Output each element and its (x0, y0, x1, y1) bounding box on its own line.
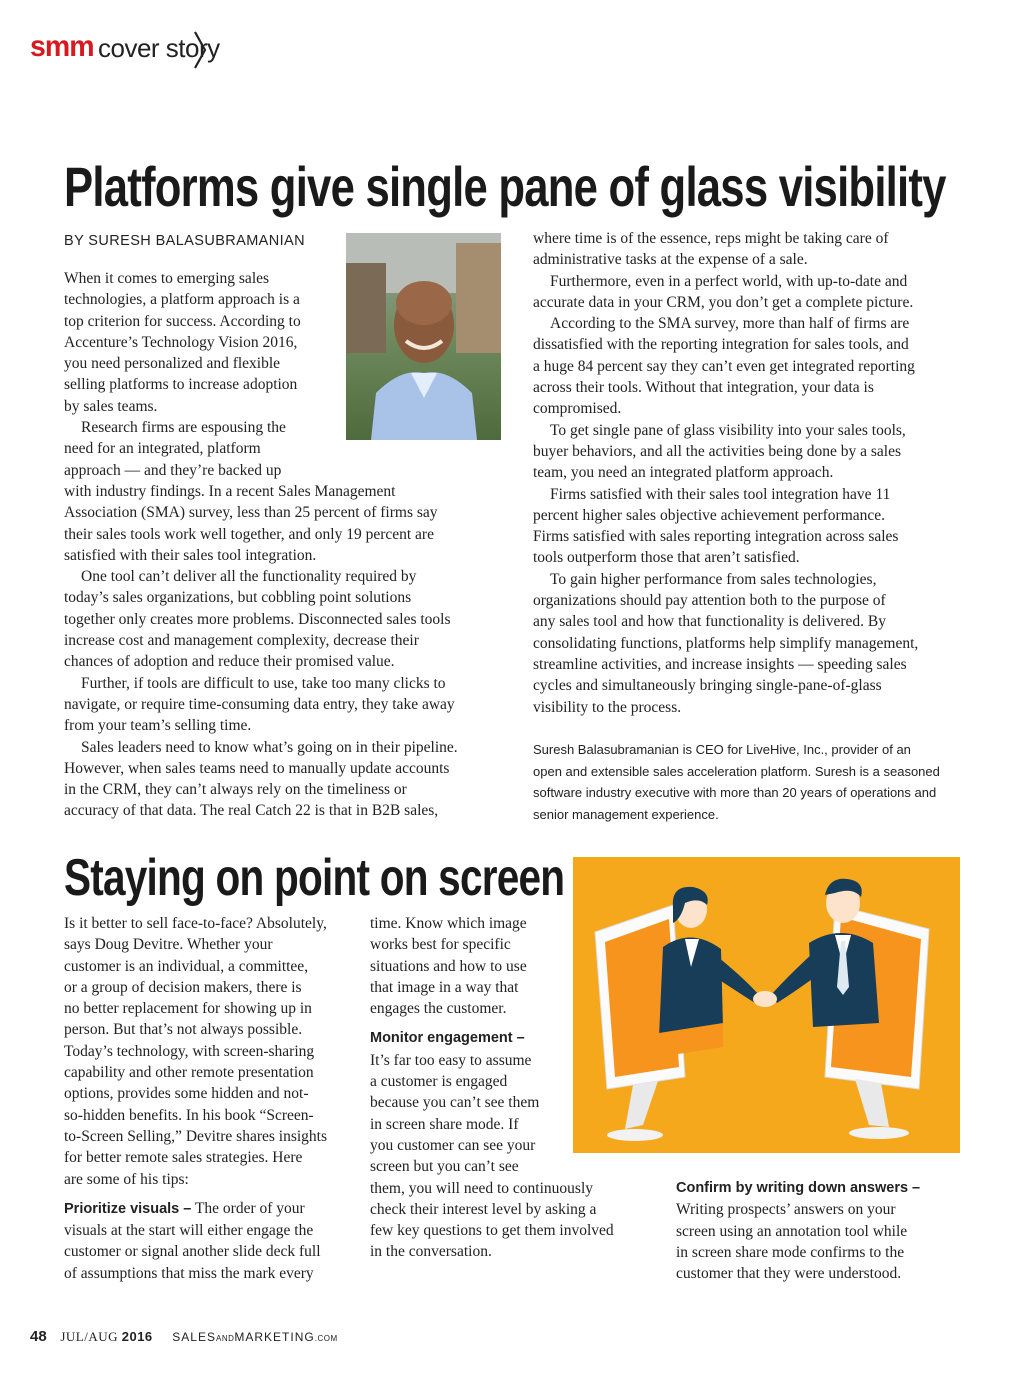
section-label: cover story (98, 33, 220, 63)
paragraph-line: customer is an individual, a committee, (64, 957, 309, 975)
article1-column-right (533, 228, 918, 718)
bio-line: Suresh Balasubramanian is CEO for LiveHive, Inc., provider of an (533, 742, 911, 757)
paragraph-line: person. But that’s not always possible. (64, 1021, 303, 1039)
article2-title: Staying on point on screen (64, 849, 565, 907)
paragraph-line: says Doug Devitre. Whether your (64, 936, 273, 954)
paragraph-line: customer that they were understood. (676, 1265, 902, 1283)
paragraph-line: Firms satisfied with their sales tool integration have 11 (550, 485, 891, 503)
tip-heading-confirm-answers: Confirm by writing down answers – (676, 1180, 921, 1196)
paragraph-line: However, when sales teams need to manually update accounts (64, 759, 450, 777)
paragraph-line: situations and how to use (370, 957, 527, 975)
page-number: 48 (30, 1328, 47, 1345)
paragraph-line: accuracy of that data. The real Catch 22 is that in B2B sales, (64, 802, 439, 820)
paragraph-line: Association (SMA) survey, less than 25 percent of firms say (64, 504, 438, 522)
paragraph-line: so-hidden benefits. In his book “Screen- (64, 1106, 314, 1124)
paragraph-line: screen using an annotation tool while (676, 1222, 908, 1240)
paragraph-line: To get single pane of glass visibility into your sales tools, (550, 421, 906, 439)
paragraph-line: works best for specific (370, 936, 511, 954)
paragraph-line: from your team’s selling time. (64, 717, 252, 735)
tip-heading-prioritize-visuals: Prioritize visuals – (64, 1200, 192, 1217)
paragraph-line: to-Screen Selling,” Devitre shares insights (64, 1127, 328, 1145)
bio-line: software industry executive with more than 20 years of operations and (533, 785, 937, 800)
paragraph-line: where time is of the essence, reps might be taking care of (533, 230, 889, 247)
paragraph-line: you need personalized and flexible (64, 355, 281, 373)
page-footer (30, 1328, 338, 1345)
paragraph-line: tools outperform those that aren’t satisfied. (533, 549, 800, 567)
paragraph-line: top criterion for success. According to (64, 312, 301, 330)
paragraph-line: Research firms are espousing the (81, 419, 286, 437)
paragraph-line: consolidating functions, platforms help simplify management, (533, 634, 919, 652)
paragraph-line: a customer is engaged (370, 1073, 508, 1091)
paragraph-line: in the CRM, they can’t always rely on the timeliness or (64, 781, 407, 799)
article2-column-1 (64, 913, 327, 1284)
paragraph-line: of assumptions that miss the mark every (64, 1264, 314, 1282)
paragraph-line: in screen share mode confirms to the (676, 1243, 905, 1261)
paragraph-line: Furthermore, even in a perfect world, with up-to-date and (550, 272, 908, 290)
issue-date: JUL/AUG 2016 (60, 1329, 153, 1344)
website: SALESANDMARKETING.COM (172, 1330, 338, 1344)
paragraph-line: visibility to the process. (533, 698, 682, 716)
paragraph-line: by sales teams. (64, 397, 158, 415)
paragraph-line: It’s far too easy to assume (370, 1051, 532, 1069)
paragraph-line: To gain higher performance from sales technologies, (550, 570, 877, 588)
paragraph-line: selling platforms to increase adoption (64, 376, 298, 394)
paragraph-line: or a group of decision makers, there is (64, 978, 302, 996)
paragraph-line: increase cost and management complexity, decrease their (64, 632, 419, 650)
paragraph-line: in screen share mode. If (370, 1115, 519, 1133)
article-title: Platforms give single pane of glass visibility (64, 155, 946, 218)
paragraph-line: across their tools. Without that integration, your data is (533, 379, 874, 397)
paragraph-line: streamline activities, and increase insights — speeding sales (533, 655, 907, 673)
article2-column-3 (676, 1177, 920, 1284)
paragraph-line: Sales leaders need to know what’s going on in their pipeline. (81, 738, 458, 756)
paragraph-line: engages the customer. (370, 1000, 507, 1018)
paragraph-line: you customer can see your (370, 1136, 536, 1154)
paragraph-line: technologies, a platform approach is a (64, 291, 300, 309)
paragraph-line: are some of his tips: (64, 1170, 189, 1188)
paragraph-line: in the conversation. (370, 1243, 492, 1261)
bio-line: open and extensible sales acceleration platform. Suresh is a seasoned (533, 763, 940, 779)
paragraph-line: customer or signal another slide deck full (64, 1243, 321, 1261)
brand-logo: smm (30, 30, 94, 63)
paragraph-line: navigate, or require time-consuming data entry, they take away (64, 695, 455, 713)
paragraph-line: need for an integrated, platform (64, 440, 261, 458)
paragraph-line: screen but you can’t see (370, 1158, 519, 1176)
paragraph-line: chances of adoption and reduce their promised value. (64, 653, 395, 671)
handshake-screens-illustration (573, 857, 960, 1153)
paragraph-line: today’s sales organizations, but cobbling point solutions (64, 589, 412, 607)
paragraph-line: visuals at the start will either engage the (64, 1222, 314, 1240)
paragraph-line: According to the SMA survey, more than half of firms are (550, 315, 910, 333)
paragraph-line: their sales tools work well together, and only 19 percent are (64, 525, 434, 543)
paragraph-line: percent higher sales objective achievement performance. (533, 506, 886, 524)
tip-heading-monitor-engagement: Monitor engagement – (370, 1030, 525, 1047)
paragraph-line: because you can’t see them (370, 1094, 540, 1112)
paragraph-line: satisfied with their sales tool integration. (64, 546, 317, 564)
paragraph-line: Writing prospects’ answers on your (676, 1201, 896, 1219)
paragraph-line: When it comes to emerging sales (64, 270, 270, 287)
paragraph-line: Today’s technology, with screen-sharing (64, 1042, 315, 1060)
paragraph-line: together only creates more problems. Disconnected sales tools (64, 610, 451, 628)
paragraph-line: Is it better to sell face-to-face? Absolutely, (64, 915, 327, 932)
paragraph-line (64, 1198, 327, 1220)
paragraph-line: cycles and simultaneously bringing single-pane-of-glass (533, 677, 882, 695)
paragraph-line: a huge 84 percent say they can’t even get integrated reporting (533, 357, 915, 375)
bio-line: senior management experience. (533, 806, 719, 822)
author-bio (533, 739, 940, 825)
byline: BY SURESH BALASUBRAMANIAN (64, 233, 305, 249)
paragraph-line: Accenture’s Technology Vision 2016, (64, 333, 298, 351)
article1-column-left (64, 268, 458, 822)
paragraph-line: few key questions to get them involved (370, 1222, 614, 1240)
paragraph-line: compromised. (533, 400, 622, 418)
paragraph-line: that image in a way that (370, 978, 519, 996)
paragraph-line: team, you need an integrated platform approach. (533, 464, 834, 482)
paragraph-line: time. Know which image (370, 915, 527, 932)
paragraph-line: with industry findings. In a recent Sales Management (64, 482, 396, 500)
paragraph-line: any sales tool and how that functionality is delivered. By (533, 613, 886, 631)
paragraph-line: options, provides some hidden and not- (64, 1085, 309, 1103)
paragraph-line: approach — and they’re backed up (64, 461, 282, 479)
paragraph-line: for better remote sales strategies. Here (64, 1149, 303, 1167)
article2-column-2 (370, 913, 614, 1263)
paragraph-line: them, you will need to continuously (370, 1179, 594, 1197)
paragraph-line: administrative tasks at the expense of a sale. (533, 251, 808, 269)
paragraph-line: Further, if tools are difficult to use, take too many clicks to (81, 674, 446, 692)
paragraph-line: check their interest level by asking a (370, 1200, 597, 1218)
paragraph-line: Firms satisfied with sales reporting integration across sales (533, 528, 899, 546)
chevron-right-icon (192, 30, 208, 70)
paragraph-line: capability and other remote presentation (64, 1064, 314, 1082)
paragraph-line: accurate data in your CRM, you don’t get a complete picture. (533, 293, 914, 311)
paragraph-line: dissatisfied with the reporting integration for sales tools, and (533, 336, 909, 354)
paragraph-line: organizations should pay attention both to the purpose of (533, 592, 886, 610)
paragraph-line: One tool can’t deliver all the functionality required by (81, 568, 417, 586)
paragraph-line: buyer behaviors, and all the activities being done by a sales (533, 442, 902, 460)
tip-text: The order of your (191, 1199, 305, 1217)
paragraph-line: no better replacement for showing up in (64, 1000, 312, 1018)
